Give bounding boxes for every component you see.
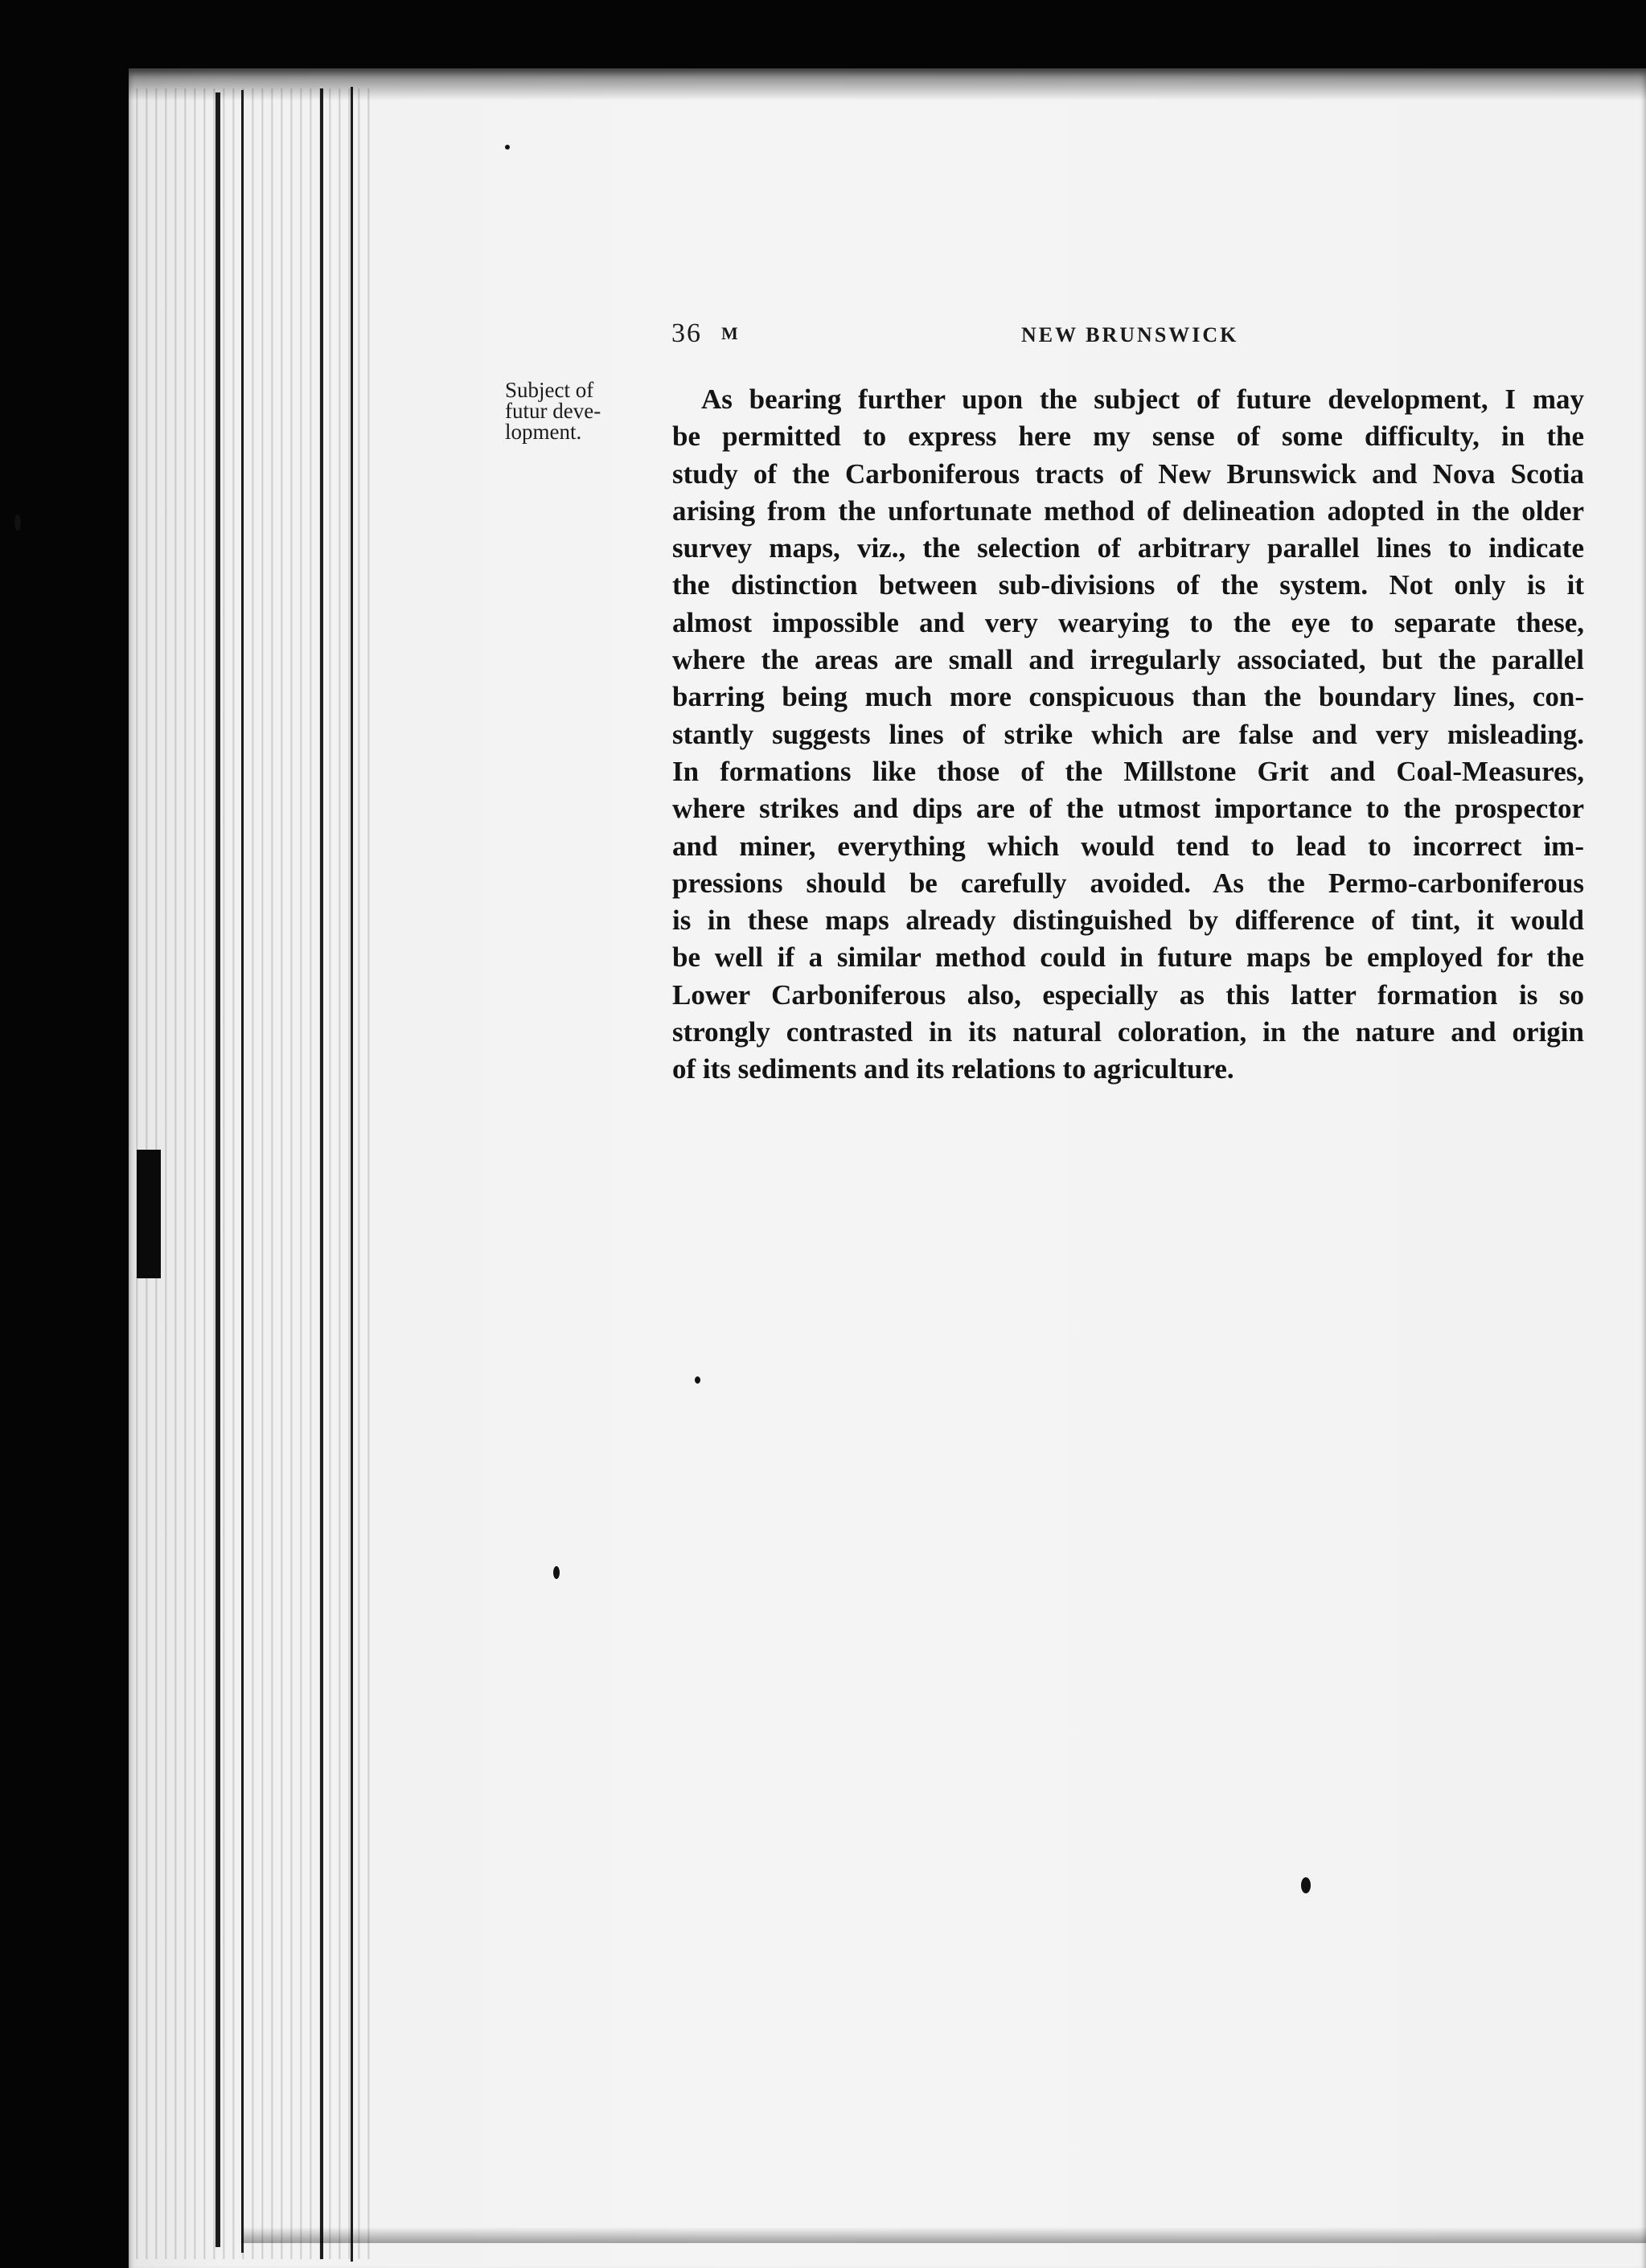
text-line: In formations like those of the Millstone Grit and Coal-Measures,: [672, 755, 1584, 787]
dust-speck: [1301, 1877, 1311, 1893]
running-head: [671, 318, 1556, 351]
text-line: of its sediments and its relations to agriculture.: [672, 1053, 1234, 1085]
text-line: be well if a similar method could in future maps be employed for the: [672, 941, 1584, 974]
page-bottom-edge: [241, 2227, 1646, 2243]
page-edges: [129, 88, 370, 2259]
body-paragraph: [672, 381, 1584, 1089]
text-line: where the areas are small and irregularly associated, but the parallel: [672, 644, 1584, 676]
signature-mark: M: [721, 323, 740, 343]
text-line: arising from the unfortunate method of delineation adopted in the older: [672, 494, 1584, 527]
binding-mark: [137, 1150, 161, 1278]
page-top-shadow: [129, 68, 1646, 100]
page-edge-line: [351, 87, 353, 2262]
dust-speck: [695, 1376, 700, 1384]
text-line: strongly contrasted in its natural coloration, in the nature and origin: [672, 1016, 1584, 1048]
dust-speck: [553, 1566, 560, 1579]
margin-note-line: Subject of: [505, 378, 594, 402]
page-edge-line: [215, 92, 220, 2247]
margin-note: [505, 379, 626, 442]
text-line: barring being much more conspicuous than the boundary lines, con-: [672, 681, 1584, 713]
page-number: 36: [671, 318, 702, 348]
text-line: study of the Carboniferous tracts of New Brunswick and Nova Scotia: [672, 457, 1584, 490]
margin-note-line: lopment.: [505, 420, 582, 444]
text-line: pressions should be carefully avoided. As the Permo-carboniferous: [672, 867, 1584, 899]
text-line: almost impossible and very wearying to the eye to separate these,: [672, 606, 1584, 638]
page-edge-line: [241, 90, 244, 2253]
text-line: Lower Carboniferous also, especially as this latter formation is so: [672, 978, 1584, 1011]
dust-speck: [505, 145, 510, 150]
text-line: where strikes and dips are of the utmost importance to the prospector: [672, 793, 1584, 825]
margin-note-line: futur deve-: [505, 399, 601, 423]
running-title: NEW BRUNSWICK: [1021, 323, 1239, 347]
text-line: As bearing further upon the subject of future development, I may: [701, 383, 1584, 415]
text-line: the distinction between sub-divisions of the system. Not only is it: [672, 569, 1584, 601]
text-line: be permitted to express here my sense of some difficulty, in the: [672, 420, 1584, 453]
page-edge-line: [320, 88, 323, 2259]
text-line: stantly suggests lines of strike which are false and very misleading.: [672, 718, 1584, 750]
text-line: survey maps, viz., the selection of arbitrary parallel lines to indicate: [672, 532, 1584, 564]
dust-speck: [14, 515, 21, 531]
text-line: is in these maps already distinguished by difference of tint, it would: [672, 904, 1584, 937]
text-line: and miner, everything which would tend to lead to incorrect im-: [672, 830, 1584, 862]
